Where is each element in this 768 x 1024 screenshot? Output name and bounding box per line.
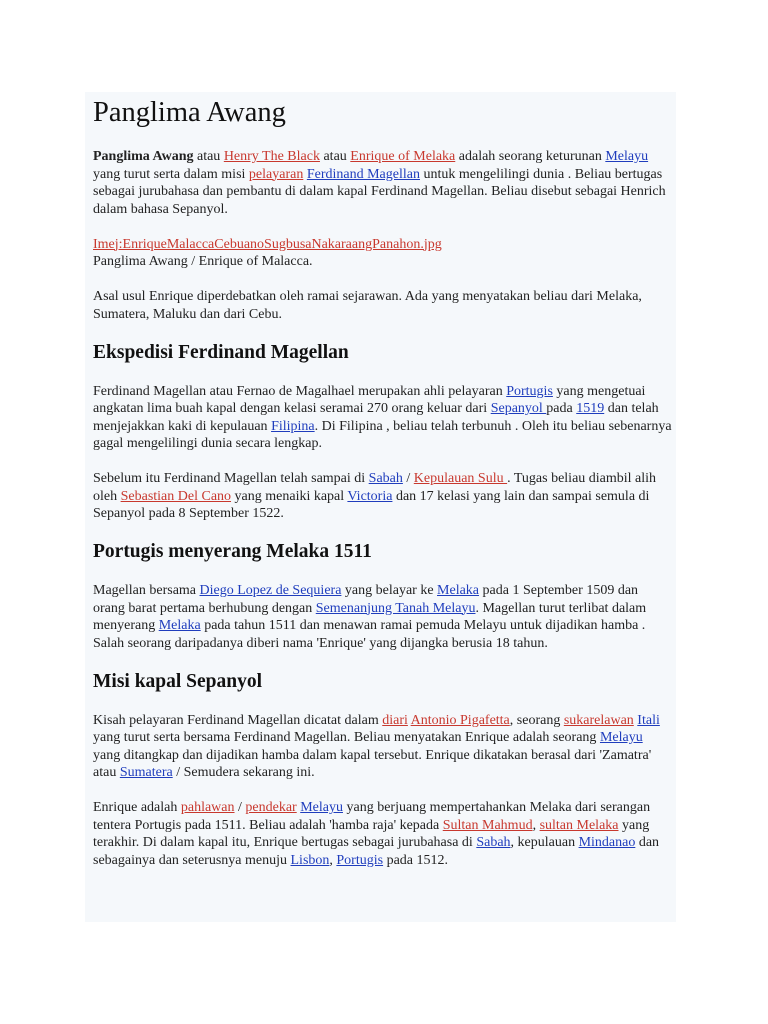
ekspedisi-paragraph-2: Sebelum itu Ferdinand Magellan telah sampai di Sabah / Kepulauan Sulu . Tugas beliau diambil alih oleh Sebastian Del Cano yang menaiki kapal Victoria dan 17 kelasi yang lain dan sampai semula di Sepanyol pada 8 September 1522. (93, 471, 657, 521)
link-victoria[interactable]: Victoria (347, 488, 393, 504)
link-sepanyol[interactable]: Sepanyol (490, 401, 547, 416)
link-pelayaran[interactable]: pelayaran (248, 166, 304, 182)
link-sumatera[interactable]: Sumatera (119, 765, 173, 780)
link-sebastian-del-cano[interactable]: Sebastian Del Cano (120, 488, 232, 504)
link-pahlawan[interactable]: pahlawan (180, 800, 235, 815)
section-heading-misi: Misi kapal Sepanyol (93, 670, 263, 692)
link-melayu-2[interactable]: Melayu (599, 730, 643, 745)
section-heading-portugis: Portugis menyerang Melaka 1511 (93, 541, 372, 562)
link-portugis-2[interactable]: Portugis (336, 852, 384, 868)
link-1519[interactable]: 1519 (576, 401, 605, 416)
link-sultan-melaka[interactable]: sultan Melaka (539, 817, 619, 833)
ekspedisi-paragraph-1: Ferdinand Magellan atau Fernao de Magalhael merupakan ahli pelayaran Portugis yang mengetuai angkatan lima buah kapal dengan kelasi seramai 270 orang keluar dari Sepanyol pada 1519 dan telah menjejakkan kaki di kepulauan Filipina. Di Filipina , beliau telah terbunuh . Oleh itu beliau sebenarnya gagal mengelilingi dunia secara lengkap. (93, 383, 672, 451)
page-title: Panglima Awang (93, 97, 286, 128)
misi-paragraph-1: Kisah pelayaran Ferdinand Magellan dicatat dalam diari Antonio Pigafetta, seorang sukarelawan Itali yang turut serta bersama Ferdinand Magellan. Beliau menyatakan Enrique adalah seorang Melayu yang ditangkap dan dijadikan hamba dalam kapal tersebut. Enrique dikatakan berasal dari 'Zamatra' atau Sumatera / Semudera sekarang ini. (93, 712, 660, 780)
misi-paragraph-2: Enrique adalah pahlawan / pendekar Melayu yang berjuang mempertahankan Melaka dari serangan tentera Portugis pada 1511. Beliau adalah 'hamba raja' kepada Sultan Mahmud, sultan Melaka yang terakhir. Di dalam kapal itu, Enrique bertugas sebagai jurubahasa di Sabah, kepulauan Mindanao dan sebagainya dan seterusnya menuju Lisbon, Portugis pada 1512. (93, 800, 660, 868)
link-image-file[interactable]: Imej:EnriqueMalaccaCebuanoSugbusaNakaraangPanahon.jpg (93, 236, 442, 252)
link-enrique-of-melaka[interactable]: Enrique of Melaka (350, 149, 456, 164)
link-sabah[interactable]: Sabah (368, 471, 403, 486)
link-melayu-3[interactable]: Melayu (300, 800, 343, 815)
link-filipina[interactable]: Filipina (271, 418, 315, 434)
link-mindanao[interactable]: Mindanao (578, 835, 636, 850)
link-itali[interactable]: Itali (637, 712, 660, 728)
link-sultan-mahmud[interactable]: Sultan Mahmud (442, 817, 533, 833)
link-antonio-pigafetta[interactable]: Antonio Pigafetta (410, 712, 510, 728)
link-diari[interactable]: diari (382, 712, 408, 728)
portugis-paragraph: Magellan bersama Diego Lopez de Sequiera yang belayar ke Melaka pada 1 September 1509 dan orang barat pertama berhubung dengan Semenanjung Tanah Melayu. Magellan turut terlibat dalam menyerang Melaka pada tahun 1511 dan menawan ramai pemuda Melayu untuk dijadikan hamba . Salah seorang daripadanya diberi nama 'Enrique' yang dijangka berusia 18 tahun. (93, 583, 647, 651)
link-melayu[interactable]: Melayu (605, 149, 649, 164)
link-melaka[interactable]: Melaka (437, 583, 480, 598)
section-heading-ekspedisi: Ekspedisi Ferdinand Magellan (93, 341, 349, 363)
link-pendekar[interactable]: pendekar (245, 800, 297, 815)
link-sukarelawan[interactable]: sukarelawan (563, 712, 634, 728)
link-diego-lopez[interactable]: Diego Lopez de Sequiera (199, 583, 342, 598)
link-melaka-2[interactable]: Melaka (158, 618, 201, 633)
link-kepulauan-sulu[interactable]: Kepulauan Sulu (413, 471, 508, 486)
intro-paragraph: Panglima Awang atau Henry The Black atau Enrique of Melaka adalah seorang keturunan Melayu yang turut serta dalam misi pelayaran Ferdinand Magellan untuk mengelilingi dunia . Beliau bertugas sebagai jurubahasa dan pembantu di dalam kapal Ferdinand Magellan. Beliau disebut sebagai Henrich dalam bahasa Sepanyol. (93, 149, 666, 217)
link-sabah-2[interactable]: Sabah (476, 835, 511, 850)
link-ferdinand-magellan[interactable]: Ferdinand Magellan (306, 166, 420, 182)
intro-bold-term: Panglima Awang (93, 149, 194, 164)
image-caption: Panglima Awang / Enrique of Malacca. (93, 254, 313, 269)
link-semenanjung[interactable]: Semenanjung Tanah Melayu (315, 600, 476, 616)
image-reference (93, 236, 676, 271)
origin-paragraph: Asal usul Enrique diperdebatkan oleh ramai sejarawan. Ada yang menyatakan beliau dari Melaka, Sumatera, Maluku dan dari Cebu. (93, 289, 642, 322)
link-lisbon[interactable]: Lisbon (290, 852, 330, 868)
link-henry-the-black[interactable]: Henry The Black (223, 149, 320, 164)
link-portugis[interactable]: Portugis (506, 383, 553, 399)
document-page (85, 92, 676, 922)
